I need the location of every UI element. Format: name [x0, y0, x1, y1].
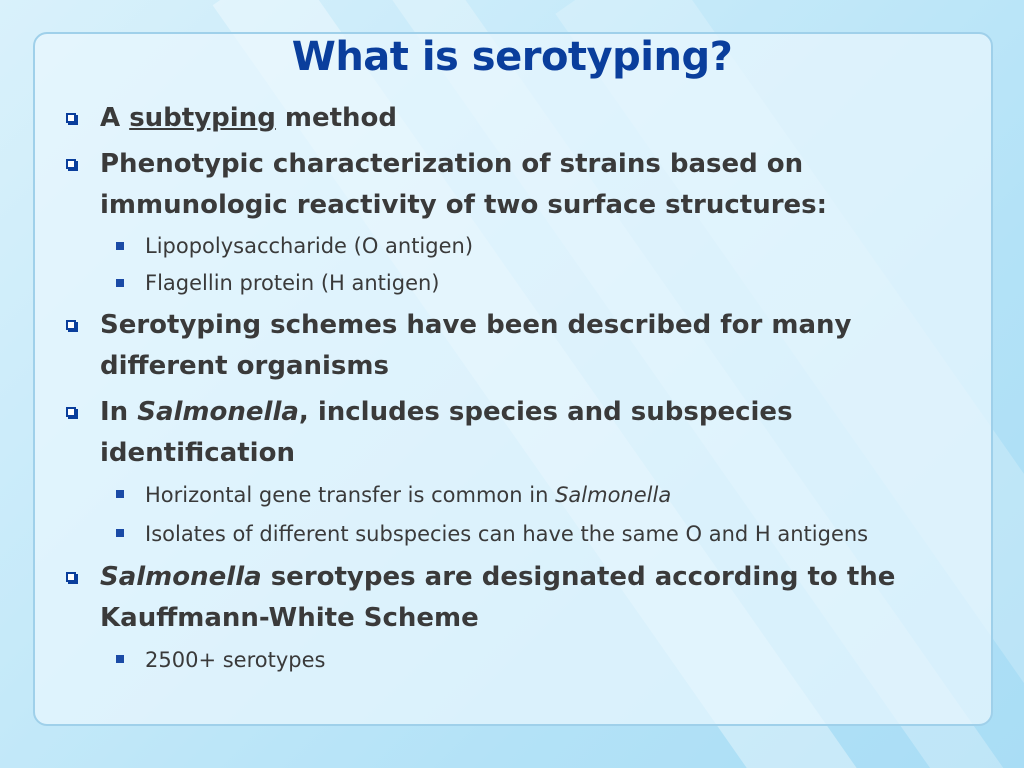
hollow-square-bullet-icon [66, 113, 76, 123]
sub-bullet-text: Flagellin protein (H antigen) [145, 271, 440, 295]
hollow-square-bullet-icon [66, 572, 76, 582]
italic-term: Salmonella [555, 483, 672, 507]
sub-bullet-text: 2500+ serotypes [145, 648, 326, 672]
bullet-text-post: method [275, 103, 398, 133]
sub-list-item [60, 230, 950, 262]
sub-bullet-text: Isolates of different subspecies can have the same O and H antigens [145, 522, 869, 546]
bullet-text-post: serotypes are designated according to the Kauffmann-White Scheme [100, 562, 896, 633]
italic-term: Salmonella [100, 562, 262, 592]
sub-list-item [60, 478, 950, 512]
list-item [60, 144, 950, 226]
sub-list-item [60, 517, 950, 551]
filled-square-bullet-icon [116, 655, 124, 663]
list-item [60, 392, 950, 474]
list-item [60, 557, 950, 639]
bullet-text-post: , includes species and subspecies identification [100, 397, 793, 468]
underlined-term: subtyping [129, 103, 276, 133]
bullet-text-pre: In [100, 397, 138, 427]
sub-list-item [60, 643, 950, 677]
page-title: What is serotyping? [291, 34, 733, 80]
filled-square-bullet-icon [116, 279, 124, 287]
hollow-square-bullet-icon [66, 320, 76, 330]
sub-bullet-text: Lipopolysaccharide (O antigen) [145, 234, 474, 258]
italic-term: Salmonella [137, 397, 299, 427]
hollow-square-bullet-icon [66, 159, 76, 169]
list-item [60, 305, 950, 387]
hollow-square-bullet-icon [66, 407, 76, 417]
sub-list-item [60, 267, 950, 299]
list-item [60, 98, 950, 139]
bullet-text-pre: A [100, 103, 130, 133]
filled-square-bullet-icon [116, 242, 124, 250]
filled-square-bullet-icon [116, 490, 124, 498]
bullet-text: Phenotypic characterization of strains based on immunologic reactivity of two surface structures: [100, 149, 828, 220]
filled-square-bullet-icon [116, 529, 124, 537]
sub-bullet-text: Horizontal gene transfer is common in [145, 483, 556, 507]
bullet-text: Serotyping schemes have been described for many different organisms [100, 310, 852, 381]
bullet-list [60, 98, 950, 683]
